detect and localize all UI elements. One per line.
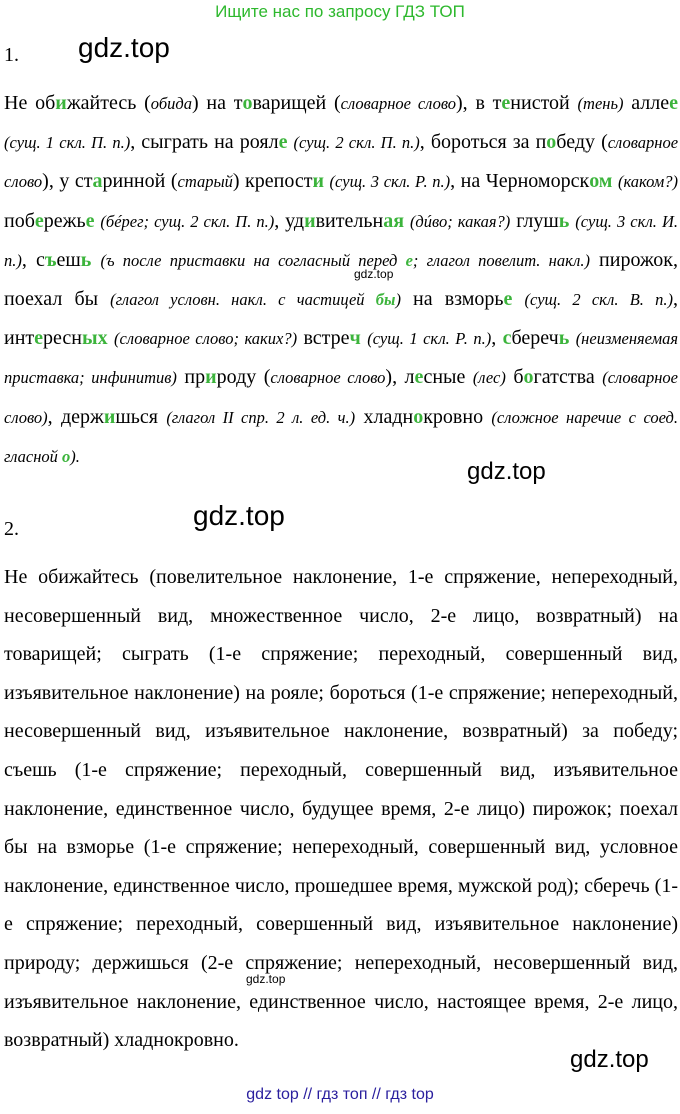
text-segment: беду (: [556, 131, 608, 154]
highlighted-letter: а: [92, 170, 103, 193]
text-segment: ), в т: [456, 92, 502, 114]
text-segment: шься: [115, 405, 167, 428]
highlighted-letter: е: [85, 209, 95, 232]
grammar-note: (сущ. 2 скл. В. п.): [524, 290, 673, 310]
grammar-note: словарное слово: [340, 94, 457, 113]
highlighted-letter: е: [503, 288, 513, 311]
text-segment: ), у ст: [42, 170, 93, 193]
grammar-note: (сложное наречие с соед. гласной: [4, 407, 678, 466]
highlighted-letter: ых: [82, 327, 108, 350]
highlighted-letter: и: [304, 209, 316, 232]
highlighted-letter: е: [405, 250, 413, 270]
highlighted-letter: и: [103, 405, 116, 428]
text-segment: береч: [511, 327, 559, 350]
grammar-note: словарное слово: [4, 133, 679, 192]
footer-links[interactable]: gdz top // гдз топ // гдз top: [246, 1086, 434, 1103]
text-segment: , сыграть на роял: [130, 131, 279, 154]
text-segment: пр: [176, 366, 206, 389]
text-segment: глуш: [510, 209, 559, 232]
text-segment: ) на т: [191, 92, 243, 114]
text-segment: режь: [43, 209, 86, 232]
answer-2-text: Не обижайтесь (повелительное наклонение, 1-е спряжение, непереходный, несовершенный вид, множественное число, 2-е лицо, возвратный) на товарищей; сыграть (1-е спряжение; переходный, совершенный вид, изъявительное наклонение) на рояле; бороться (1-е спряжение; непереходный, несовершенный вид, изъявительное наклонение, возвратный) за победу; съешь (1-е спряжение; переходный, совершенный вид, изъявительное наклонение, единственное число, будущее время, 2-е лицо) пирожок; поехал бы на взморье (1-е спряжение; непереходный, совершенный вид, условное наклонение, единственное число, прошедшее время, мужской род); сберечь (1-е спряжение; переходный, совершенный вид, изъявительное наклонение) природу; держишься (2-е спряжение; непереходный, несовершенный вид, изъявительное наклонение, единственное число, настоящее время, 2-е лицо, возвратный) хладнокровно.: [4, 566, 678, 1052]
grammar-note: (словарное слово; каких?): [114, 329, 298, 349]
text-segment: пирожок, поехал: [4, 248, 678, 311]
text-segment: ) крепост: [232, 170, 313, 193]
highlighted-letter: [27, 92, 35, 114]
text-segment: жайтесь (: [66, 92, 151, 114]
watermark-logo: gdz.top: [570, 1046, 649, 1073]
highlighted-letter: и: [55, 92, 67, 114]
grammar-note: (сущ. 2 скл. П. п.): [293, 133, 420, 153]
highlighted-letter: е: [278, 131, 288, 154]
grammar-note: обида: [150, 94, 192, 113]
search-banner[interactable]: Ищите нас по запросу ГДЗ ТОП: [215, 2, 465, 21]
section-1-number: 1.: [4, 44, 19, 66]
grammar-note: (неизменяемая приставка; инфинитив): [4, 329, 679, 388]
text-segment: кровно: [423, 405, 492, 428]
grammar-note: (сущ. 3 скл. И. п.): [4, 211, 679, 270]
highlighted-letter: ъ: [44, 248, 57, 271]
text-segment: варищей (: [252, 92, 341, 114]
grammar-note: (сущ. 3 скл. Р. п.): [329, 172, 451, 192]
text-segment: Не: [4, 92, 28, 114]
text-segment: , бороться за п: [419, 131, 547, 154]
grammar-note: (глагол условн. накл. с частицей: [110, 290, 376, 310]
text-segment: , с: [21, 248, 45, 271]
text-segment: на взморь: [400, 288, 504, 311]
grammar-note: ): [395, 290, 401, 310]
grammar-note: (сущ. 1 скл. П. п.): [4, 133, 131, 153]
grammar-note: (каком?): [617, 172, 679, 192]
grammar-note: ; глагол повелит. накл.): [412, 250, 590, 270]
text-segment: алле: [623, 92, 670, 114]
highlighted-letter: ь: [80, 248, 92, 271]
highlighted-letter: е: [669, 92, 679, 114]
text-segment: ,: [491, 327, 503, 350]
highlighted-letter: е: [414, 366, 424, 389]
highlighted-letter: ь: [558, 327, 570, 350]
text-segment: [512, 288, 524, 310]
section-2-number: 2.: [4, 518, 19, 540]
grammar-note: (бéрег; сущ. 2 скл. П. п.): [100, 211, 275, 231]
highlighted-letter: о: [242, 92, 253, 114]
text-segment: ), л: [385, 366, 415, 389]
text-segment: об: [35, 92, 56, 114]
text-segment: хладн: [355, 405, 414, 428]
grammar-note: (тень): [577, 94, 624, 113]
text-segment: сные: [423, 366, 473, 389]
highlighted-letter: ом: [589, 170, 613, 193]
text-segment: роду (: [216, 366, 271, 389]
text-segment: б: [505, 366, 524, 389]
highlighted-letter: ч: [349, 327, 361, 350]
answer-1-text: [4, 84, 678, 476]
highlighted-letter: и: [205, 366, 217, 389]
watermark-logo: gdz.top: [467, 458, 546, 485]
highlighted-letter: о: [62, 446, 71, 466]
text-segment: ринной (: [102, 170, 178, 193]
text-segment: гатства: [533, 366, 603, 389]
highlighted-letter: о: [546, 131, 557, 154]
watermark-small: gdz.top: [246, 972, 286, 986]
highlighted-letter: о: [523, 366, 534, 389]
text-segment: , держ: [47, 405, 104, 428]
text-segment: , на Черноморск: [450, 170, 590, 193]
highlighted-letter: ь: [558, 209, 570, 232]
watermark-logo: gdz.top: [78, 32, 170, 63]
grammar-note: ).: [70, 446, 80, 466]
grammar-note: словарное слово: [270, 368, 386, 388]
grammar-note: (словарное слово): [4, 368, 678, 427]
watermark-small: gdz.top: [354, 267, 394, 281]
highlighted-letter: о: [413, 405, 424, 428]
text-segment: , инт: [4, 288, 678, 350]
text-segment: еш: [56, 248, 81, 271]
text-segment: нистой: [510, 92, 578, 114]
grammar-note: (сущ. 1 скл. Р. п.): [367, 329, 492, 349]
text-segment: встре: [297, 327, 350, 350]
highlighted-letter: е: [34, 209, 44, 232]
text-segment: поб: [4, 209, 35, 232]
text-segment: , уд: [274, 209, 305, 232]
highlighted-letter: е: [501, 92, 511, 114]
highlighted-letter: [62, 288, 74, 310]
highlighted-letter: е: [34, 327, 44, 350]
highlighted-letter: ая: [383, 209, 405, 232]
highlighted-letter: с: [502, 327, 512, 350]
grammar-note: старый: [177, 172, 233, 192]
grammar-note: (дúво; какая?): [409, 211, 511, 231]
grammar-note: (лес): [472, 368, 506, 388]
highlighted-letter: бы: [375, 290, 396, 310]
grammar-note: (ъ после приставки на согласный перед: [100, 250, 406, 270]
text-segment: вительн: [315, 209, 384, 232]
highlighted-letter: и: [312, 170, 325, 193]
text-segment: бы: [74, 288, 111, 311]
grammar-note: (глагол II спр. 2 л. ед. ч.): [166, 407, 356, 427]
watermark-logo: gdz.top: [193, 500, 285, 531]
text-segment: ресн: [43, 327, 83, 350]
